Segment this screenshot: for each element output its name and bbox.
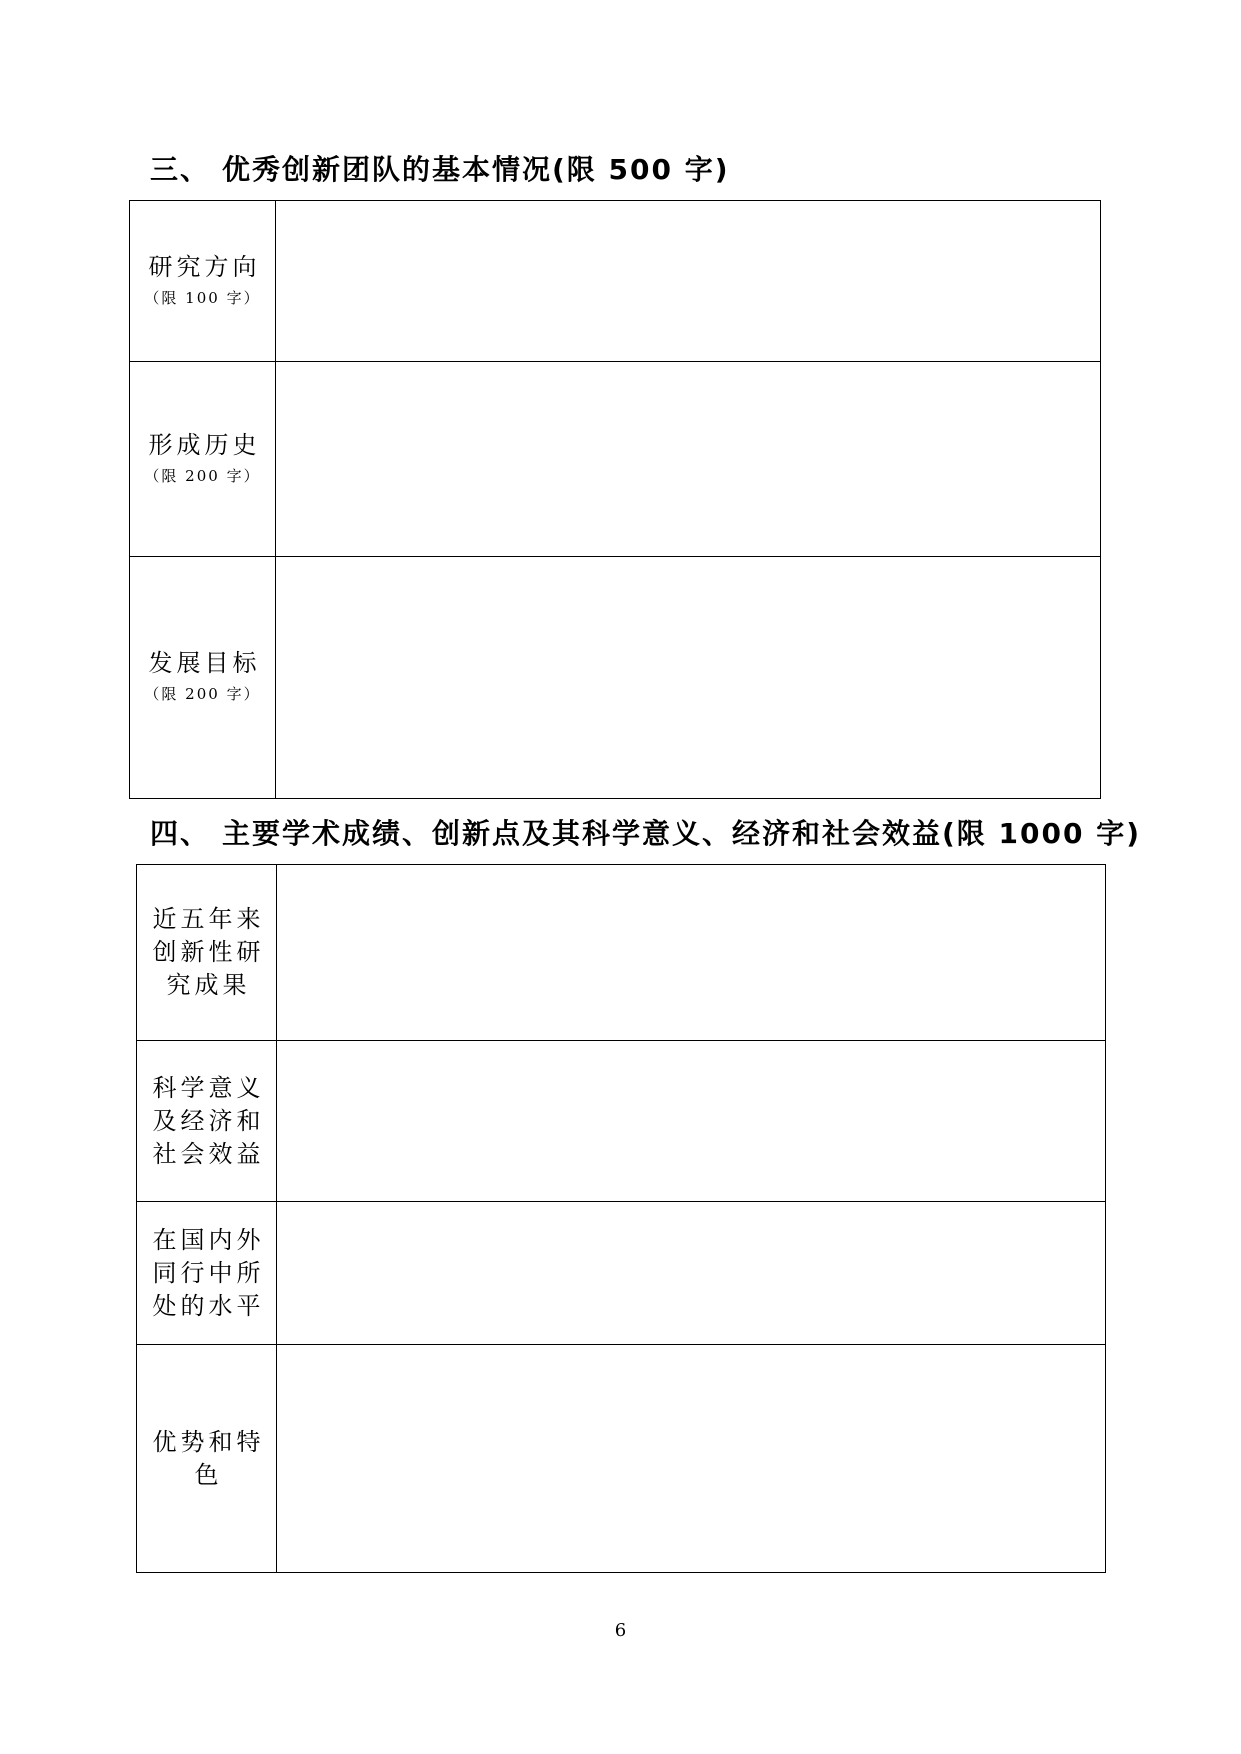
label-text: 形成历史 — [148, 430, 261, 459]
row-label-innovative-results — [137, 865, 277, 1041]
innovative-results-input-area[interactable] — [277, 865, 1106, 1041]
label-line: 究成果 — [166, 971, 251, 999]
row-label-peer-level — [137, 1202, 277, 1345]
development-goal-input-area[interactable] — [276, 557, 1101, 799]
label-text: 研究方向 — [148, 252, 261, 281]
row-label-advantages — [137, 1345, 277, 1573]
scientific-significance-input-area[interactable] — [277, 1041, 1106, 1202]
table-row — [137, 865, 1106, 1041]
row-label-formation-history — [130, 362, 276, 557]
research-direction-input-area[interactable] — [276, 201, 1101, 362]
label-line: 在国内外 — [152, 1225, 265, 1254]
section-3-number: 三、 — [150, 153, 211, 186]
section-3-title: 优秀创新团队的基本情况(限 500 字) — [222, 153, 730, 186]
label-line: 色 — [194, 1460, 223, 1489]
word-limit-note: （限 200 字） — [144, 685, 261, 703]
label-line: 近五年来 — [152, 905, 265, 933]
team-basic-info-table — [129, 200, 1101, 799]
label-line: 处的水平 — [152, 1291, 265, 1320]
page-number: 6 — [614, 1620, 627, 1641]
academic-achievements-table — [136, 864, 1106, 1573]
label-text: 发展目标 — [148, 649, 261, 677]
table-row — [130, 362, 1101, 557]
label-line: 科学意义 — [152, 1073, 265, 1102]
section-4-heading — [150, 817, 1142, 850]
label-line: 社会效益 — [152, 1139, 265, 1168]
section-3-heading — [150, 153, 730, 186]
section-4-title: 主要学术成绩、创新点及其科学意义、经济和社会效益(限 1000 字) — [222, 817, 1142, 850]
label-line: 同行中所 — [152, 1258, 265, 1287]
formation-history-input-area[interactable] — [276, 362, 1101, 557]
label-line: 及经济和 — [152, 1106, 265, 1135]
row-label-research-direction — [130, 201, 276, 362]
row-label-scientific-significance — [137, 1041, 277, 1202]
peer-level-input-area[interactable] — [277, 1202, 1106, 1345]
word-limit-note: （限 200 字） — [144, 466, 261, 485]
row-label-development-goal — [130, 557, 276, 799]
label-line: 创新性研 — [152, 938, 265, 966]
label-line: 优势和特 — [152, 1427, 265, 1456]
table-row — [137, 1041, 1106, 1202]
table-row — [130, 201, 1101, 362]
advantages-input-area[interactable] — [277, 1345, 1106, 1573]
table-row — [130, 557, 1101, 799]
word-limit-note: （限 100 字） — [144, 288, 261, 307]
table-row — [137, 1345, 1106, 1573]
table-row — [137, 1202, 1106, 1345]
section-4-number: 四、 — [150, 817, 211, 850]
